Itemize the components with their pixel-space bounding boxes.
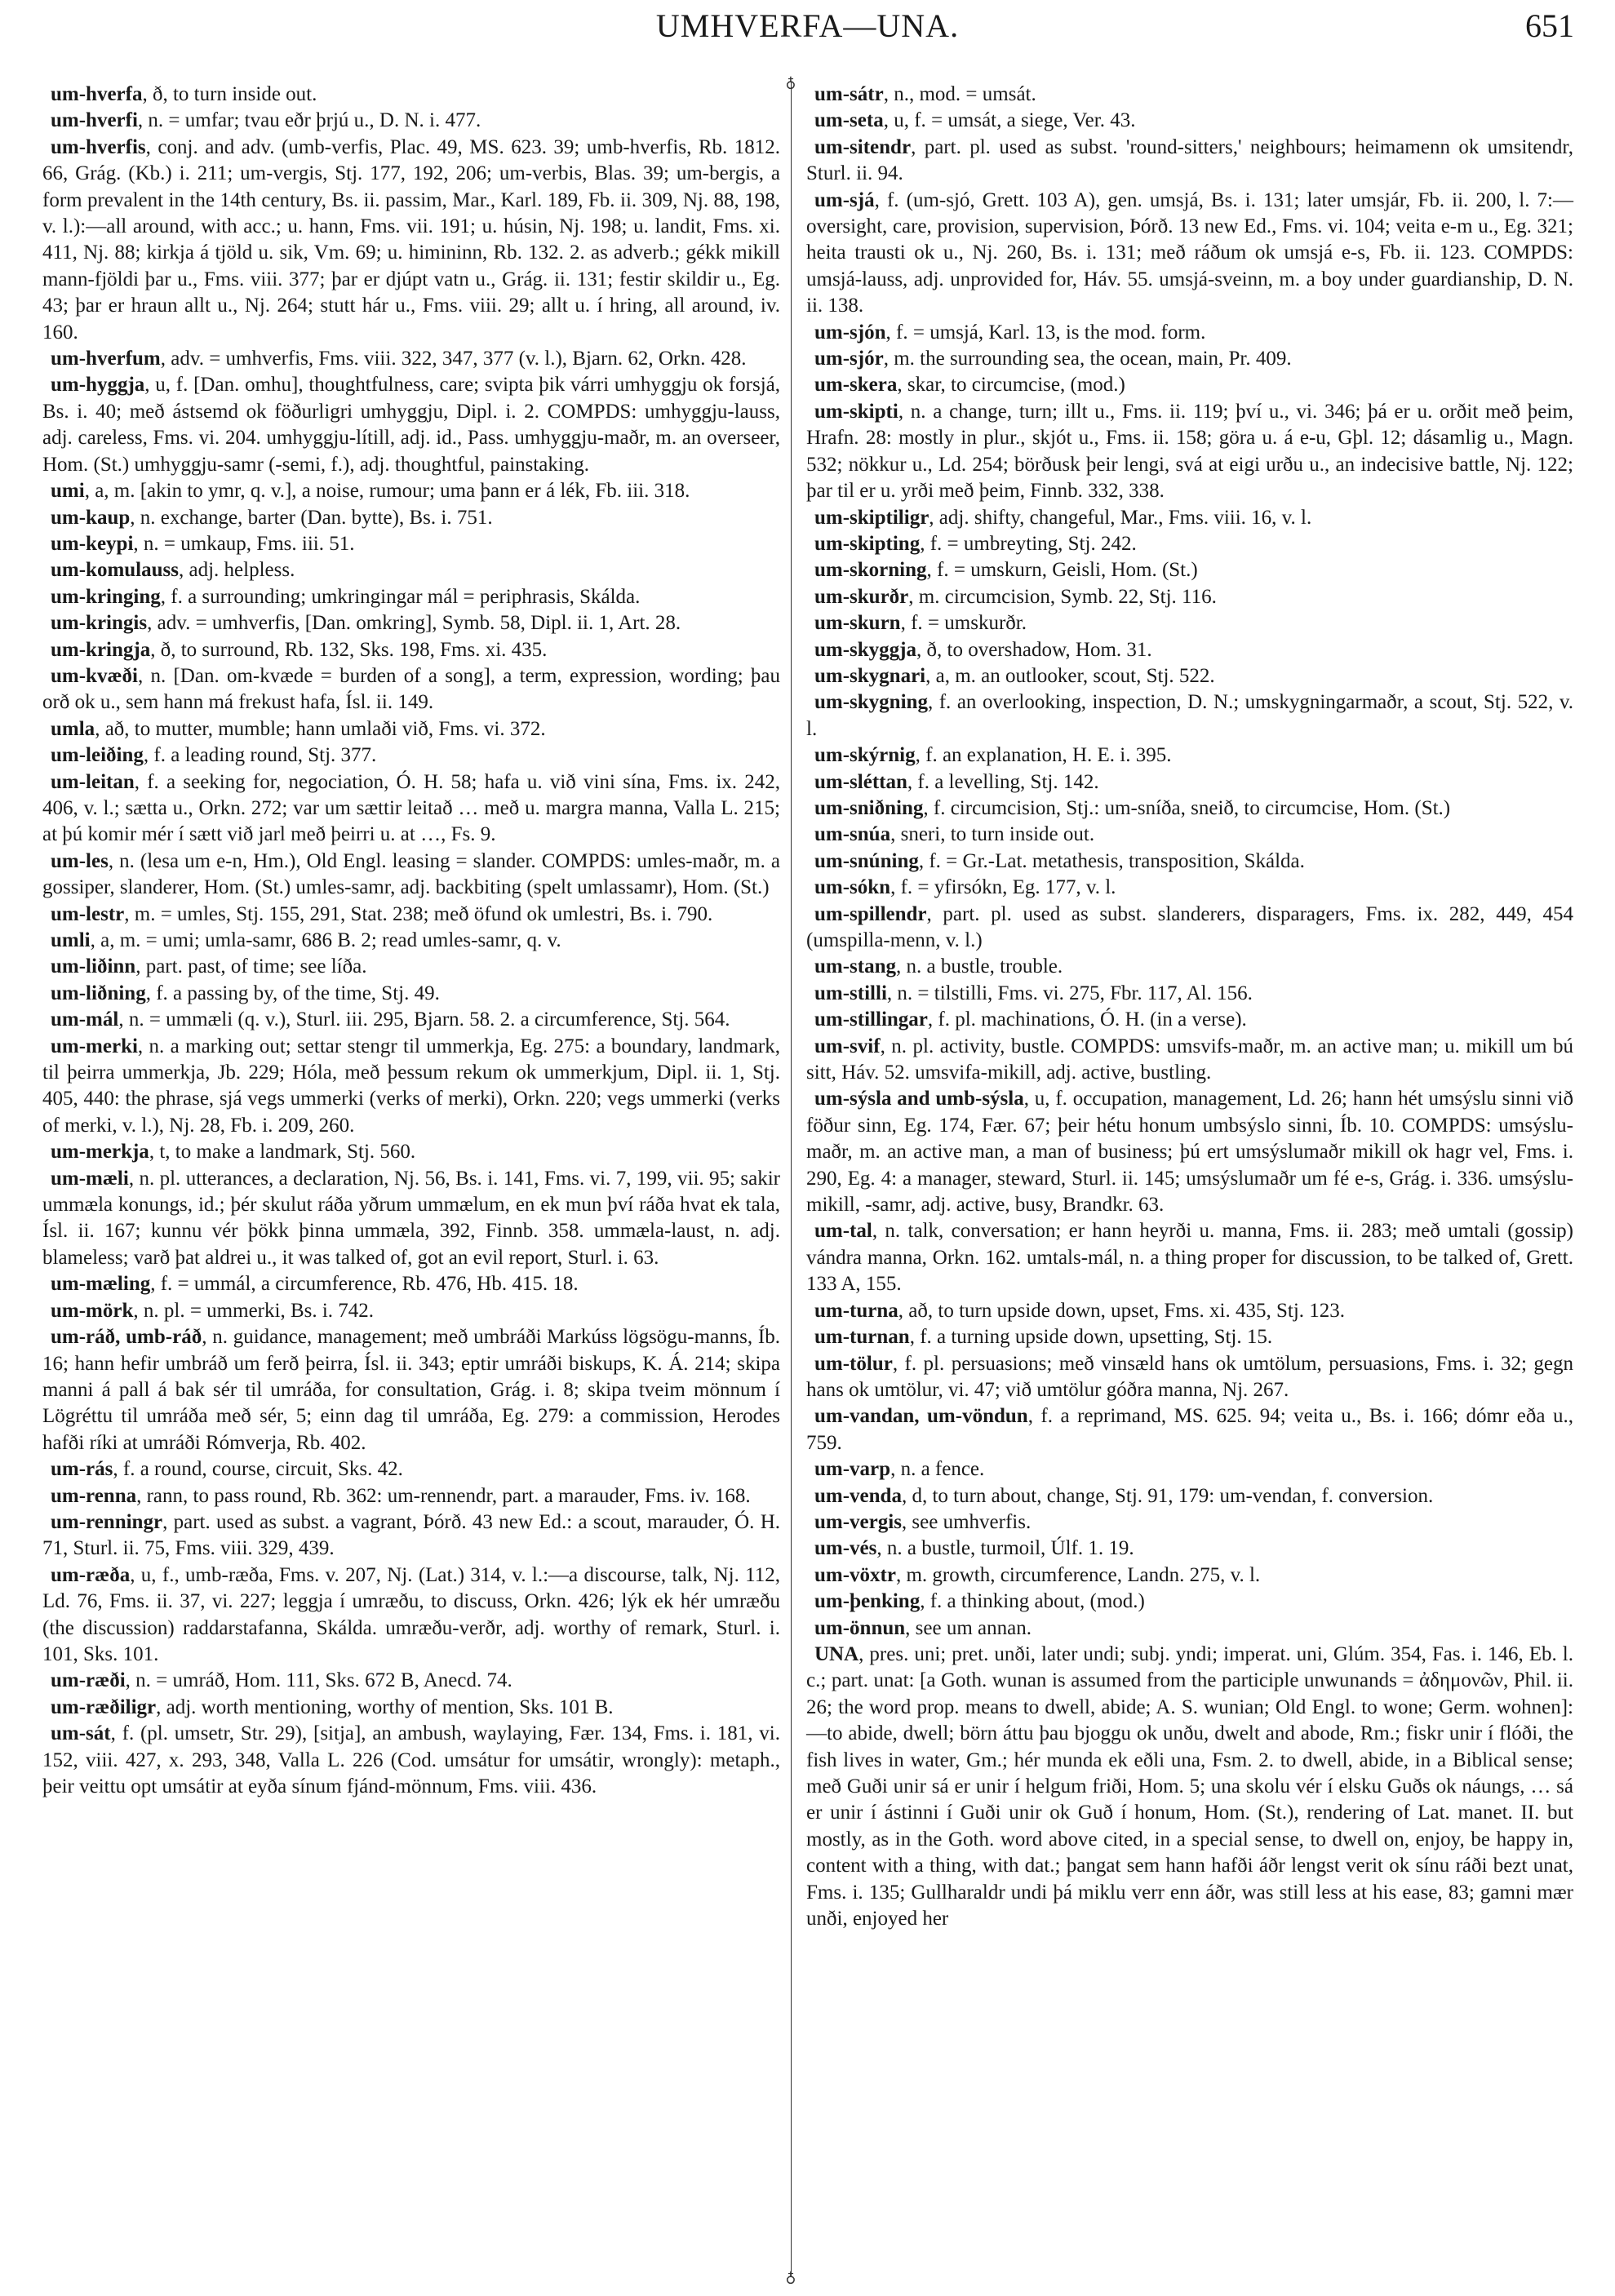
dictionary-entry	[42, 849, 780, 902]
dictionary-entry	[806, 1298, 1573, 1324]
entry-definition: , t, to make a landmark, Stj. 560.	[149, 1141, 416, 1164]
entry-headword: um-sátr	[814, 83, 884, 105]
entry-definition: , f. an explanation, H. E. i. 395.	[915, 744, 1172, 767]
entry-headword: um-skorning	[814, 559, 927, 582]
dictionary-entry	[806, 1403, 1573, 1456]
entry-headword: um-merki	[51, 1035, 138, 1057]
dictionary-entry	[806, 505, 1573, 531]
entry-headword: um-skera	[814, 374, 898, 397]
entry-definition: , n. pl. activity, bustle. COMPDS: umsvifs-maðr, m. an active man; u. mikill um bú sitt, Háv. 52. umsvifa-mikill, adj. active, bustling.	[806, 1035, 1573, 1084]
entry-definition: , f. a round, course, circuit, Sks. 42.	[113, 1458, 403, 1481]
entry-headword: um-skýrnig	[814, 744, 916, 767]
dictionary-entry	[806, 849, 1573, 875]
entry-definition: , n. = umkaup, Fms. iii. 51.	[133, 532, 355, 555]
entry-headword: um-renningr	[51, 1510, 163, 1533]
dictionary-entry	[806, 796, 1573, 822]
entry-definition: , u, f. occupation, management, Ld. 26; hann hét umsýslu sinni við föður sinn, Eg. 174, Fær. 67; þeir hétu honum umbsýslo sinni, Íb. 10. COMPDS: umsýslu-maðr, m. an active man, a man of business; þú ert umsýslumaðr mikill ok hagr vel, Fms. i. 290, Eg. 4: a manager, steward, Sturl. ii. 145; umsýslumaðr um fé e-s, Grág. i. 336. umsýslu-mikill, -samr, adj. active, busy, Brandkr. 63.	[806, 1088, 1573, 1217]
dictionary-entry	[806, 82, 1573, 108]
entry-definition: , f. (pl. umsetr, Str. 29), [sitja], an ambush, waylaying, Fær. 134, Fms. i. 181, vi. 152, viii. 427, x. 293, 348, Valla L. 226 (Cod. umsátur for umsátir, wrongly): metaph., þeir veittu opt umsátir at eyða sínum fjánd-mönnum, Fms. viii. 436.	[42, 1722, 780, 1797]
dictionary-entry	[42, 637, 780, 663]
column-divider	[791, 82, 792, 2276]
bottom-ornament-icon: ♁	[785, 2269, 796, 2285]
dictionary-entry	[42, 1007, 780, 1033]
dictionary-entry	[806, 742, 1573, 769]
entry-headword: UNA	[814, 1642, 859, 1665]
entry-headword: um-skygnari	[814, 664, 926, 687]
entry-definition: , part. used as subst. a vagrant, Þórð. 43 new Ed.: a scout, marauder, Ó. H. 71, Sturl. ii. 75, Fms. viii. 329, 439.	[42, 1510, 780, 1560]
entry-definition: , ð, to surround, Rb. 132, Sks. 198, Fms. xi. 435.	[150, 638, 548, 661]
entry-definition: , adj. shifty, changeful, Mar., Fms. viii. 16, v. l.	[929, 506, 1312, 529]
entry-definition: , n. talk, conversation; er hann heyrði u. manna, Fms. ii. 283; með umtali (gossip) vándra manna, Orkn. 162. umtals-mál, n. a thing proper for discussion, to be talked of, Grett. 133 A, 155.	[806, 1220, 1573, 1296]
entry-definition: , f. = Gr.-Lat. metathesis, transposition, Skálda.	[918, 849, 1305, 872]
entry-headword: um-vandan, um-vöndun	[814, 1405, 1028, 1428]
entry-headword: um-snúa	[814, 823, 891, 846]
entry-definition: , n. guidance, management; með umbráði Markúss lögsögu-manns, Íb. 16; hann hefir umbráð um ferð þeirra, Ísl. ii. 343; eptir umráði biskups, K. Á. 214; skipa manni á pall á bak sér til umráða, for consultation, Grág. i. 8; skipa tveim mönnum í Lögréttu til umráða með sér, 5; einn dag til umráða, Eg. 279: a commission, Herodes hafði ríki at umráði Rómverja, Rb. 402.	[42, 1326, 780, 1454]
dictionary-entry	[806, 1324, 1573, 1350]
dictionary-entry	[806, 1456, 1573, 1483]
dictionary-entry	[806, 981, 1573, 1007]
entry-definition: , f. a turning upside down, upsetting, Stj. 15.	[909, 1326, 1273, 1349]
dictionary-entry	[806, 320, 1573, 346]
entry-definition: , n. pl. = ummerki, Bs. i. 742.	[133, 1299, 375, 1322]
dictionary-entry	[806, 1218, 1573, 1297]
dictionary-entry	[42, 1166, 780, 1272]
entry-definition: , u, f. = umsát, a siege, Ver. 43.	[883, 109, 1136, 132]
entry-headword: um-varp	[814, 1458, 891, 1481]
dictionary-entry	[42, 1668, 780, 1694]
entry-headword: um-mæling	[51, 1273, 151, 1296]
right-column	[806, 82, 1573, 1932]
entry-definition: , f. a levelling, Stj. 142.	[907, 770, 1099, 793]
entry-headword: um-renna	[51, 1484, 137, 1507]
entry-definition: , part. past, of time; see líða.	[135, 955, 367, 978]
entry-definition: , a, m. [akin to ymr, q. v.], a noise, rumour; uma þann er á lék, Fb. iii. 318.	[84, 480, 690, 503]
entry-definition: , d, to turn about, change, Stj. 91, 179: um-vendan, f. conversion.	[901, 1484, 1434, 1507]
entry-headword: um-stilli	[814, 982, 887, 1004]
entry-headword: um-seta	[814, 109, 884, 132]
entry-headword: um-hverfa	[51, 83, 143, 105]
entry-headword: um-ræða	[51, 1563, 131, 1586]
dictionary-entry	[806, 584, 1573, 610]
dictionary-entry	[42, 1139, 780, 1165]
entry-headword: um-sókn	[814, 876, 891, 899]
entry-definition: , f. a seeking for, negociation, Ó. H. 58; hafa u. við vini sína, Fms. ix. 242, 406, v. l.; sætta u., Orkn. 272; var um sættir leitað … með u. margra manna, Valla L. 215; at þú komir mér í sætt við jarl með þeirri u. at …, Fs. 9.	[42, 770, 780, 846]
entry-headword: um-kringja	[51, 638, 151, 661]
dictionary-entry	[806, 531, 1573, 557]
entry-definition: , part. pl. used as subst. 'round-sitters,' neighbours; heimamenn ok umsitendr, Sturl. ii. 94.	[806, 135, 1573, 185]
entry-headword: um-turna	[814, 1299, 898, 1322]
dictionary-entry	[42, 954, 780, 980]
dictionary-entry	[806, 1536, 1573, 1562]
dictionary-entry	[42, 1456, 780, 1483]
entry-headword: um-turnan	[814, 1326, 910, 1349]
entry-headword: um-skipting	[814, 532, 921, 555]
entry-definition: , n. a change, turn; illt u., Fms. ii. 119; því u., vi. 346; þá er u. orðit með þeim, Hrafn. 28: mostly in plur., skjót u., Fms. ii. 158; göra u. á e-u, Gþl. 12; dásamlig u., Magn. 532; nökkur u., Ld. 254; börðusk þeir lengi, svá at eigi urðu u., an indecisive battle, Nj. 122; þar til er u. yrði með þeim, Finnb. 332, 338.	[806, 400, 1573, 503]
entry-definition: , f. pl. machinations, Ó. H. (in a verse).	[927, 1008, 1247, 1031]
entry-headword: um-önnun	[814, 1616, 906, 1639]
entry-definition: , f. = umskurn, Geisli, Hom. (St.)	[926, 559, 1198, 582]
entry-definition: , u, f. [Dan. omhu], thoughtfulness, care; svipta þik várri umhyggju ok forsjá, Bs. i. 40; með ástsemd ok föðurligri umhyggju, Dipl. i. 2. COMPDS: umhyggju-lauss, adj. careless, Fms. vi. 204. umhyggju-lítill, adj. id., Pass. umhyggju-maðr, m. an overseer, Hom. (St.) umhyggju-samr (-semi, f.), adj. thoughtful, painstaking.	[42, 374, 780, 476]
entry-definition: , adv. = umhverfis, [Dan. omkring], Symb. 58, Dipl. ii. 1, Art. 28.	[147, 612, 681, 635]
entry-headword: um-kringis	[51, 612, 148, 635]
dictionary-entry	[806, 663, 1573, 689]
entry-definition: , sneri, to turn inside out.	[890, 823, 1095, 846]
entry-headword: um-merkja	[51, 1141, 149, 1164]
dictionary-entry	[806, 1589, 1573, 1615]
entry-definition: , pres. uni; pret. unði, later undi; subj. yndi; imperat. uni, Glúm. 354, Fas. i. 146, Eb. l. c.; part. unat: [a Goth. wunan is assumed from the participle unwunands = ἀδημονῶν, Phil. ii. 26; the word prop. means to dwell, abide; A. S. wunian; Old Engl. to wone; Germ. wohnen]:—to abide, dwell; börn áttu þau bjoggu ok unðu, dwelt and abode, Rm.; fiskr unir í flóði, the fish lives in water, Gm.; hér munda ek eðli una, Fsm. 2. to dwell, abide, in a Biblical sense; með Guði unir sá er unir í helgum friði, Hom. 5; una skolu vér í elsku Guðs ok náungs, … sá er unir í ástinni í Guði unir ok Guð í honum, Hom. (St.), rendering of Lat. manet. II. but mostly, as in the Goth. word above cited, in a special sense, to dwell on, enjoy, be happy in, content with a thing, with dat.; þangat sem hann hafði áðr lengst verit ok sínu ráði bezt unat, Fms. i. 135; Gullharaldr undi þá miklu verr enn áðr, was still less at his ease, 83; gamni mær unði, enjoyed her	[806, 1642, 1573, 1930]
dictionary-entry	[806, 822, 1573, 848]
entry-headword: um-keypi	[51, 532, 134, 555]
entry-definition: , f. a reprimand, MS. 625. 94; veita u., Bs. i. 166; dómr eða u., 759.	[806, 1405, 1574, 1454]
entry-definition: , n. = umráð, Hom. 111, Sks. 672 B, Anecd. 74.	[125, 1669, 512, 1692]
entry-definition: , n. pl. utterances, a declaration, Nj. 56, Bs. i. 141, Fms. vi. 7, 199, vii. 95; sakir ummæla konungs, id.; þér skulut ráða yðrum ummælum, en ek mun því ráða hvat ek tala, Ísl. ii. 167; kunnu vér þökk þinna ummæla, 392, Finnb. 358. ummæla-laust, n. adj. blameless; varð þat aldrei u., it was talked of, got an evil report, Sturl. i. 63.	[42, 1167, 780, 1269]
entry-headword: umla	[51, 717, 95, 740]
entry-headword: um-skurðr	[814, 585, 909, 608]
dictionary-entry	[42, 505, 780, 531]
entry-definition: , n. exchange, barter (Dan. bytte), Bs. i. 751.	[130, 506, 493, 529]
entry-headword: um-venda	[814, 1484, 902, 1507]
entry-headword: um-tölur	[814, 1352, 893, 1375]
dictionary-entry	[806, 1616, 1573, 1642]
entry-definition: , n. a bustle, trouble.	[896, 955, 1063, 978]
dictionary-entry	[42, 1483, 780, 1509]
entry-headword: um-hyggja	[51, 374, 145, 397]
entry-headword: um-hverfi	[51, 109, 138, 132]
dictionary-entry	[806, 1007, 1573, 1033]
entry-headword: um-þenking	[814, 1590, 921, 1613]
dictionary-entry	[42, 346, 780, 372]
entry-headword: um-mál	[51, 1008, 119, 1031]
top-ornament-icon: ♁	[785, 74, 796, 91]
entry-headword: um-sát	[51, 1722, 111, 1745]
entry-headword: um-stang	[814, 955, 897, 978]
dictionary-entry	[806, 610, 1573, 636]
entry-headword: um-rás	[51, 1458, 113, 1481]
dictionary-entry	[42, 742, 780, 769]
entry-headword: um-skiptiligr	[814, 506, 930, 529]
dictionary-entry	[42, 1298, 780, 1324]
entry-headword: um-liðning	[51, 982, 146, 1004]
entry-definition: , f. (um-sjó, Grett. 103 A), gen. umsjá, Bs. i. 131; later umsjár, Fb. ii. 200, l. 7:—oversight, care, provision, supervision, Þórð. 13 new Ed., Fms. vi. 104; veita e-m u., Eg. 321; heita trausti ok u., Nj. 260, Bs. i. 131; með ráðum ok umsjá e-s, Fb. ii. 123. COMPDS: umsjá-lauss, adj. unprovided for, Háv. 55. umsjá-sveinn, m. a boy under guardianship, D. N. ii. 138.	[806, 188, 1573, 317]
dictionary-entry	[42, 902, 780, 928]
entry-headword: um-leitan	[51, 770, 135, 793]
entry-headword: um-les	[51, 849, 109, 872]
entry-definition: , m. circumcision, Symb. 22, Stj. 116.	[908, 585, 1217, 608]
dictionary-entry	[42, 82, 780, 108]
entry-definition: , f. = ummál, a circumference, Rb. 476, Hb. 415. 18.	[150, 1273, 579, 1296]
entry-headword: um-liðinn	[51, 955, 136, 978]
entry-definition: , n. a bustle, turmoil, Úlf. 1. 19.	[876, 1537, 1134, 1560]
entry-headword: um-snúning	[814, 849, 919, 872]
entry-headword: um-vergis	[814, 1510, 902, 1533]
entry-definition: , adj. worth mentioning, worthy of mention, Sks. 101 B.	[156, 1695, 614, 1718]
dictionary-entry	[806, 875, 1573, 901]
entry-headword: um-ráð, umb-ráð	[51, 1326, 202, 1349]
entry-definition: , a, m. = umi; umla-samr, 686 B. 2; read umles-samr, q. v.	[90, 929, 561, 951]
dictionary-entry	[806, 1086, 1573, 1218]
entry-headword: um-komulauss	[51, 559, 179, 582]
entry-definition: , m. the surrounding sea, the ocean, main, Pr. 409.	[883, 348, 1292, 370]
entry-headword: um-svif	[814, 1035, 881, 1057]
entry-definition: , n. [Dan. om-kvæde = burden of a song], a term, expression, wording; þau orð ok u., sem hann má frekust hafa, Ísl. ii. 149.	[42, 664, 780, 714]
entry-headword: um-mörk	[51, 1299, 134, 1322]
dictionary-entry	[42, 1695, 780, 1721]
entry-definition: , f. a surrounding; umkringingar mál = periphrasis, Skálda.	[160, 585, 641, 608]
entry-definition: , n. = tilstilli, Fms. vi. 275, Fbr. 117, Al. 156.	[886, 982, 1253, 1004]
page-header	[0, 7, 1615, 47]
entry-definition: , see um annan.	[905, 1616, 1032, 1639]
entry-definition: , m. = umles, Stj. 155, 291, Stat. 238; með öfund ok umlestri, Bs. i. 790.	[124, 902, 713, 925]
entry-definition: , f. circumcision, Stj.: um-sníða, sneið, to circumcise, Hom. (St.)	[923, 796, 1451, 819]
dictionary-entry	[42, 478, 780, 504]
entry-definition: , f. an overlooking, inspection, D. N.; umskygningarmaðr, a scout, Stj. 522, v. l.	[806, 691, 1573, 740]
dictionary-entry	[42, 557, 780, 583]
entry-headword: um-hverfum	[51, 348, 161, 370]
entry-headword: um-vöxtr	[814, 1563, 896, 1586]
entry-headword: umi	[51, 480, 85, 503]
dictionary-entry	[42, 981, 780, 1007]
entry-headword: um-kringing	[51, 585, 161, 608]
entry-definition: , að, to mutter, mumble; hann umlaði við, Fms. vi. 372.	[95, 717, 546, 740]
entry-headword: um-sitendr	[814, 135, 912, 158]
dictionary-entry	[42, 135, 780, 346]
dictionary-entry	[42, 1034, 780, 1140]
dictionary-entry	[42, 1721, 780, 1800]
dictionary-entry	[806, 902, 1573, 955]
entry-headword: um-sjá	[814, 188, 875, 211]
dictionary-entry	[42, 1324, 780, 1456]
entry-definition: , ð, to overshadow, Hom. 31.	[916, 638, 1152, 661]
dictionary-entry	[42, 928, 780, 954]
entry-headword: um-leiðing	[51, 744, 144, 767]
entry-definition: , f. = umsjá, Karl. 13, is the mod. form.	[885, 321, 1206, 344]
entry-definition: , n. (lesa um e-n, Hm.), Old Engl. leasing = slander. COMPDS: umles-maðr, m. a gossiper, slanderer, Hom. (St.) umles-samr, adj. backbiting (spelt umlassamr), Hom. (St.)	[42, 849, 780, 899]
dictionary-entry	[806, 637, 1573, 663]
dictionary-entry	[42, 716, 780, 742]
dictionary-entry	[806, 1509, 1573, 1536]
entry-definition: , f. pl. persuasions; með vinsæld hans ok umtölum, persuasions, Fms. i. 32; gegn hans ok umtölur, vi. 47; við umtölur góðra manna, Nj. 267.	[806, 1352, 1573, 1401]
entry-headword: um-stillingar	[814, 1008, 928, 1031]
dictionary-entry	[806, 188, 1573, 320]
entry-definition: , a, m. an outlooker, scout, Stj. 522.	[925, 664, 1215, 687]
entry-definition: , m. growth, circumference, Landn. 275, v. l.	[895, 1563, 1261, 1586]
entry-headword: um-sýsla and umb-sýsla	[814, 1088, 1024, 1110]
dictionary-entry	[42, 584, 780, 610]
entry-headword: um-skygning	[814, 691, 928, 714]
entry-headword: um-skyggja	[814, 638, 917, 661]
entry-headword: um-skipti	[814, 400, 898, 423]
entry-headword: um-kvæði	[51, 664, 138, 687]
entry-headword: um-ræðiligr	[51, 1695, 157, 1718]
entry-definition: , n. a marking out; settar stengr til ummerkja, Eg. 275: a boundary, landmark, til þeirra ummerkja, Jb. 229; Hóla, með þessum rekum ok ummerkjum, Dipl. ii. 1, Stj. 405, 440: the phrase, sjá vegs ummerki (verks of merki), Orkn. 220; vegs ummerki (verks of merki, v. l.), Nj. 28, Fb. i. 209, 260.	[42, 1035, 780, 1137]
dictionary-entry	[42, 108, 780, 134]
dictionary-entry	[806, 108, 1573, 134]
dictionary-entry	[806, 372, 1573, 398]
entry-definition: , f. a passing by, of the time, Stj. 49.	[145, 982, 440, 1004]
entry-headword: um-lestr	[51, 902, 125, 925]
dictionary-entry	[42, 1562, 780, 1669]
entry-definition: , n. a fence.	[890, 1458, 985, 1481]
entry-definition: , conj. and adv. (umb-verfis, Plac. 49, MS. 623. 39; umb-hverfis, Rb. 1812. 66, Grág. (Kb.) i. 211; um-vergis, Stj. 177, 192, 206; um-verbis, Blas. 39; um-bergis, a form prevalent in the 14th century, Bs. ii. passim, Mar., Karl. 189, Fb. ii. 309, Nj. 88, 198, v. l.):—all around, with acc.; u. hann, Fms. vii. 191; u. húsin, Nj. 198; u. landit, Fms. xi. 411, Nj. 88; kirkja á tjöld u. sik, Vm. 69; u. himininn, Rb. 132. 2. as adverb.; gékk mikill mann-fjöldi þar u., Fms. viii. 377; þar er djúpt vatn u., Grág. ii. 131; festir skildir u., Eg. 43; þar er hraun allt u., Nj. 264; stutt hár u., Fms. viii. 29; allt u. í hring, all around, iv. 160.	[42, 135, 780, 344]
entry-headword: umli	[51, 929, 91, 951]
entry-headword: um-sléttan	[814, 770, 907, 793]
dictionary-entry	[806, 1562, 1573, 1589]
dictionary-entry	[806, 1642, 1573, 1932]
entry-headword: um-sjór	[814, 348, 884, 370]
dictionary-entry	[806, 1351, 1573, 1404]
dictionary-entry	[806, 135, 1573, 188]
entry-definition: , adv. = umhverfis, Fms. viii. 322, 347, 377 (v. l.), Bjarn. 62, Orkn. 428.	[160, 348, 747, 370]
entry-headword: um-sniðning	[814, 796, 924, 819]
dictionary-entry	[42, 531, 780, 557]
entry-definition: , part. pl. used as subst. slanderers, disparagers, Fms. ix. 282, 449, 454 (umspilla-menn, v. l.)	[806, 902, 1573, 951]
dictionary-entry	[42, 372, 780, 478]
dictionary-entry	[42, 769, 780, 849]
entry-headword: um-vés	[814, 1537, 877, 1560]
entry-headword: um-hverfis	[51, 135, 146, 158]
entry-definition: , f. = yfirsókn, Eg. 177, v. l.	[890, 876, 1116, 899]
dictionary-entry	[806, 1483, 1573, 1509]
dictionary-entry	[42, 663, 780, 716]
entry-headword: um-spillendr	[814, 902, 927, 925]
entry-headword: um-mæli	[51, 1167, 129, 1190]
entry-definition: , n. = umfar; tvau eðr þrjú u., D. N. i. 477.	[137, 109, 481, 132]
entry-definition: , u, f., umb-ræða, Fms. v. 207, Nj. (Lat.) 314, v. l.:—a discourse, talk, Nj. 112, Ld. 76, Fms. ii. 37, vi. 227; leggja í umræðu, to discuss, Orkn. 426; lýk ek hér umræðu (the discussion) raddarstafanna, Skálda. umræðu-verðr, adj. worthy of remark, Sturl. i. 101, Sks. 101.	[42, 1563, 780, 1665]
entry-definition: , adj. helpless.	[179, 559, 295, 582]
running-title: UMHVERFA—UNA.	[655, 7, 960, 44]
dictionary-entry	[42, 1509, 780, 1562]
dictionary-entry	[42, 1271, 780, 1297]
dictionary-entry	[806, 1034, 1573, 1087]
entry-definition: , skar, to circumcise, (mod.)	[897, 374, 1125, 397]
entry-definition: , f. = umskurðr.	[900, 612, 1027, 635]
entry-headword: um-sjón	[814, 321, 886, 344]
left-column	[42, 82, 780, 1800]
dictionary-entry	[806, 557, 1573, 583]
dictionary-entry	[806, 769, 1573, 796]
entry-definition: , n. = ummæli (q. v.), Sturl. iii. 295, Bjarn. 58. 2. a circumference, Stj. 564.	[118, 1008, 730, 1031]
dictionary-entry	[806, 399, 1573, 505]
entry-definition: , að, to turn upside down, upset, Fms. xi. 435, Stj. 123.	[898, 1299, 1346, 1322]
entry-definition: , f. = umbreyting, Stj. 242.	[920, 532, 1137, 555]
entry-definition: , f. a thinking about, (mod.)	[920, 1590, 1145, 1613]
entry-headword: um-tal	[814, 1220, 872, 1243]
entry-definition: , f. a leading round, Stj. 377.	[143, 744, 377, 767]
dictionary-entry	[806, 954, 1573, 980]
entry-definition: , rann, to pass round, Rb. 362: um-rennendr, part. a marauder, Fms. iv. 168.	[136, 1484, 751, 1507]
entry-headword: um-skurn	[814, 612, 901, 635]
entry-definition: , n., mod. = umsát.	[883, 83, 1036, 105]
entry-definition: , ð, to turn inside out.	[142, 83, 317, 105]
dictionary-entry	[42, 610, 780, 636]
page-number: 651	[1525, 7, 1574, 44]
entry-headword: um-kaup	[51, 506, 131, 529]
entry-definition: , see umhverfis.	[901, 1510, 1032, 1533]
dictionary-entry	[806, 689, 1573, 742]
dictionary-entry	[806, 346, 1573, 372]
entry-headword: um-ræði	[51, 1669, 126, 1692]
